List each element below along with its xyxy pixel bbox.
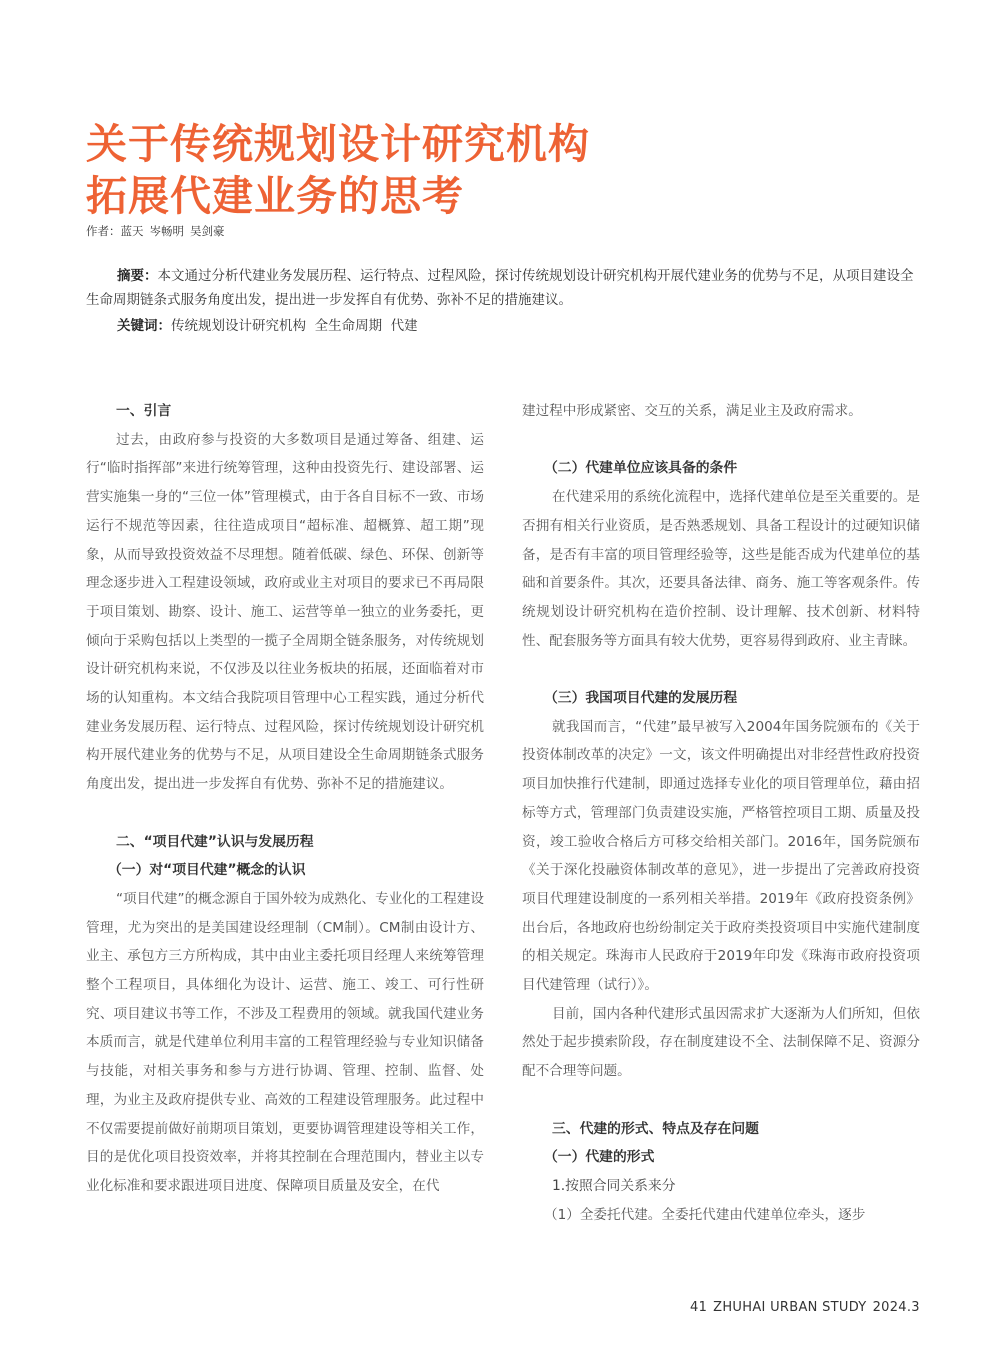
keywords-text: 传统规划设计研究机构 全生命周期 代建: [171, 318, 418, 334]
article-title: [86, 118, 590, 222]
sub-subsection-heading-contract: 1.按照合同关系来分: [552, 1177, 676, 1194]
author-name: 岑畅明: [149, 224, 184, 238]
author-name: 蓝天: [120, 224, 144, 238]
abstract-paragraph: [86, 264, 922, 312]
page-number: 41: [690, 1300, 708, 1315]
subsection-heading-conditions: （二）代建单位应该具备的条件: [544, 460, 738, 477]
article-title-line-2: 拓展代建业务的思考: [86, 172, 464, 220]
authors-label: 作者：: [86, 224, 121, 238]
abstract-text: 本文通过分析代建业务发展历程、运行特点、过程风险，探讨传统规划设计研究机构开展代建业务的优势与不足，从项目建设全生命周期链条式服务角度出发，提出进一步发挥自有优势、弥补不足的措施建议。: [86, 268, 914, 308]
page-footer: [690, 1300, 920, 1315]
subsection-heading-concept: （一）对“项目代建”概念的认识: [108, 862, 306, 879]
body-paragraph: 过去，由政府参与投资的大多数项目是通过筹备、组建、运行“临时指挥部”来进行统筹管理，这种由投资先行、建设部署、运营实施集一身的“三位一体”管理模式，由于各自目标不一致、市场运行不规范等因素，往往造成项目“超标准、超概算、超工期”现象，从而导致投资效益不尽理想。随着低碳、绿色、环保、创新等理念逐步进入工程建设领域，政府或业主对项目的要求已不再局限于项目策划、勘察、设计、施工、运营等单一独立的业务委托，更倾向于采购包括以上类型的一揽子全周期全链条服务，对传统规划设计研究机构来说，不仅涉及以往业务板块的拓展，还面临着对市场的认知重构。本文结合我院项目管理中心工程实践，通过分析代建业务发展历程、运行特点、过程风险，探讨传统规划设计研究机构开展代建业务的优势与不足，从项目建设全生命周期链条式服务角度出发，提出进一步发挥自有优势、弥补不足的措施建议。: [86, 431, 484, 793]
body-paragraph-continued: 建过程中形成紧密、交互的关系，满足业主及政府需求。: [522, 403, 862, 419]
left-column: [86, 397, 484, 1201]
subsection-heading-forms: （一）代建的形式: [544, 1149, 655, 1166]
keywords-paragraph: [86, 314, 922, 338]
issue-number: 2024.3: [872, 1300, 920, 1315]
keywords-label: 关键词：: [117, 318, 171, 334]
body-paragraph: 目前，国内各种代建形式虽因需求扩大逐渐为人们所知，但依然处于起步摸索阶段，存在制度建设不全、法制保障不足、资源分配不合理等问题。: [522, 1005, 920, 1080]
section-heading-concept-history: 二、“项目代建”认识与发展历程: [116, 833, 314, 850]
body-paragraph: （1）全委托代建。全委托代建由代建单位牵头，逐步: [544, 1206, 866, 1223]
article-title-line-1: 关于传统规划设计研究机构: [86, 120, 590, 168]
section-heading-introduction: 一、引言: [116, 403, 172, 419]
abstract-block: [86, 264, 922, 338]
body-paragraph: “项目代建”的概念源自于国外较为成熟化、专业化的工程建设管理，尤为突出的是美国建设经理制（CM制）。CM制由设计方、业主、承包方三方所构成，其中由业主委托项目经理人来统筹管理整个工程项目，具体细化为设计、运营、施工、竣工、可行性研究、项目建议书等工作，不涉及工程费用的领域。就我国代建业务本质而言，就是代建单位利用丰富的工程管理经验与专业知识储备与技能，对相关事务和参与方进行协调、管理、控制、监督、处理，为业主及政府提供专业、高效的工程建设管理服务。此过程中不仅需要提前做好前期项目策划，更要协调管理建设等相关工作，目的是优化项目投资效率，并将其控制在合理范围内，替业主以专业化标准和要求跟进项目进度、保障项目质量及安全，在代: [86, 890, 484, 1194]
author-name: 吴剑豪: [190, 224, 225, 238]
author-line: [86, 223, 225, 239]
section-heading-forms-features: 三、代建的形式、特点及存在问题: [552, 1120, 759, 1137]
right-column: [522, 397, 920, 1229]
subsection-heading-history: （三）我国项目代建的发展历程: [544, 690, 738, 706]
journal-name: ZHUHAI URBAN STUDY: [713, 1300, 867, 1315]
body-paragraph: 就我国而言，“代建”最早被写入2004年国务院颁布的《关于投资体制改革的决定》一文，该文件明确提出对非经营性政府投资项目加快推行代建制，即通过选择专业化的项目管理单位，藉由招标等方式，管理部门负责建设实施，严格管控项目工期、质量及投资，竣工验收合格后方可移交给相关部门。2016年，国务院颁布《关于深化投融资体制改革的意见》，进一步提出了完善政府投资项目代理建设制度的一系列相关举措。2019年《政府投资条例》出台后，各地政府也纷纷制定关于政府类投资项目中实施代建制度的相关规定。珠海市人民政府于2019年印发《珠海市政府投资项目代建管理（试行）》。: [522, 718, 920, 994]
abstract-label: 摘要：: [117, 268, 158, 284]
body-paragraph: 在代建采用的系统化流程中，选择代建单位是至关重要的。是否拥有相关行业资质，是否熟悉规划、具备工程设计的过硬知识储备，是否有丰富的项目管理经验等，这些是能否成为代建单位的基础和首要条件。其次，还要具备法律、商务、施工等客观条件。传统规划设计研究机构在造价控制、设计理解、技术创新、材料特性、配套服务等方面具有较大优势，更容易得到政府、业主青睐。: [522, 489, 920, 649]
